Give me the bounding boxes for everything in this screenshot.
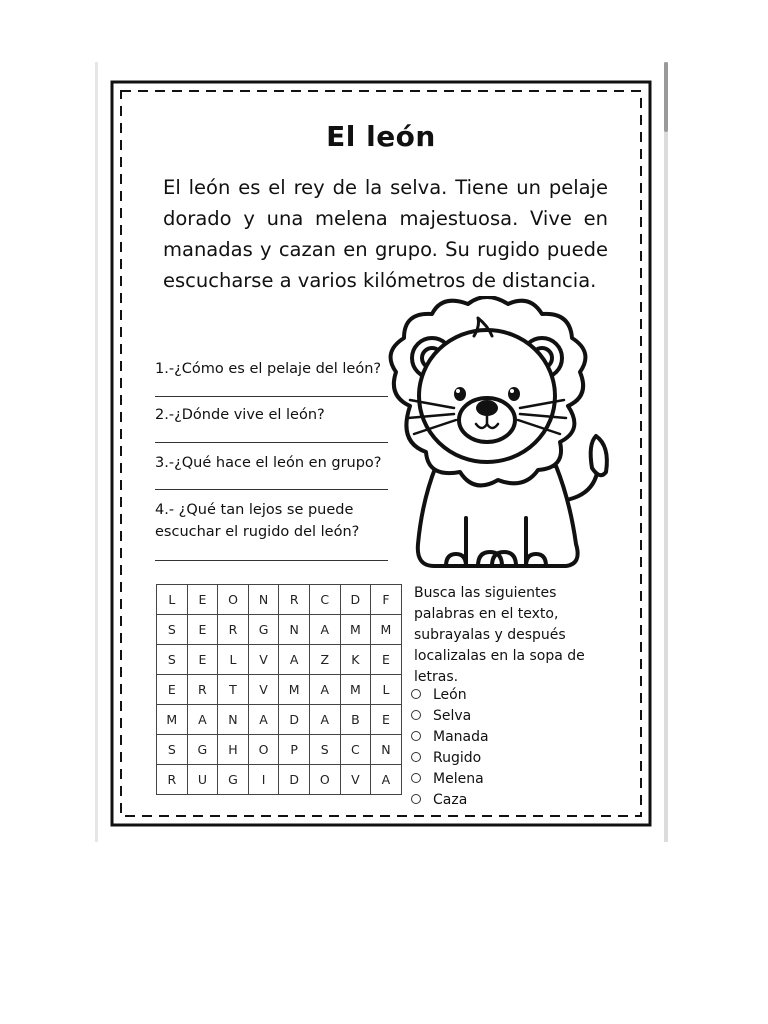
word-label: Caza	[433, 792, 468, 808]
grid-letter[interactable]: A	[279, 645, 310, 675]
reading-passage: El león es el rey de la selva. Tiene un pelaje dorado y una melena majestuosa. Vive en manadas y cazan en grupo. Su rugido puede escucharse a varios kilómetros de distancia.	[163, 176, 608, 292]
grid-letter[interactable]: S	[157, 615, 188, 645]
grid-letter[interactable]: V	[248, 645, 279, 675]
answer-line-2[interactable]	[155, 442, 388, 443]
word-label: Manada	[433, 729, 489, 745]
word-list-item	[411, 727, 489, 748]
circle-bullet-icon	[411, 773, 421, 783]
word-list-item	[411, 685, 489, 706]
scrollbar-thumb[interactable]	[664, 62, 668, 132]
grid-row	[157, 765, 402, 795]
grid-letter[interactable]: O	[248, 735, 279, 765]
word-list-item	[411, 748, 489, 769]
grid-row	[157, 585, 402, 615]
grid-letter[interactable]: C	[340, 735, 371, 765]
word-list	[411, 685, 489, 811]
grid-letter[interactable]: R	[187, 675, 218, 705]
grid-letter[interactable]: A	[309, 615, 340, 645]
grid-letter[interactable]: G	[218, 765, 249, 795]
grid-row	[157, 705, 402, 735]
grid-letter[interactable]: M	[340, 675, 371, 705]
grid-letter[interactable]: N	[218, 705, 249, 735]
circle-bullet-icon	[411, 731, 421, 741]
word-list-item	[411, 706, 489, 727]
circle-bullet-icon	[411, 710, 421, 720]
grid-letter[interactable]: M	[157, 705, 188, 735]
grid-letter[interactable]: L	[218, 645, 249, 675]
question-1: 1.-¿Cómo es el pelaje del león?	[155, 361, 382, 377]
grid-letter[interactable]: E	[187, 645, 218, 675]
grid-letter[interactable]: D	[279, 705, 310, 735]
grid-letter[interactable]: O	[218, 585, 249, 615]
answer-line-1[interactable]	[155, 396, 388, 397]
grid-letter[interactable]: A	[309, 705, 340, 735]
word-label: León	[433, 687, 467, 703]
word-search-instructions: Busca las siguientes palabras en el texto, subrayalas y después localizalas en la sopa de letras.	[414, 585, 585, 685]
grid-letter[interactable]: L	[371, 675, 402, 705]
worksheet-title: El león	[326, 120, 436, 153]
circle-bullet-icon	[411, 689, 421, 699]
grid-letter[interactable]: V	[340, 765, 371, 795]
grid-letter[interactable]: C	[309, 585, 340, 615]
grid-letter[interactable]: M	[279, 675, 310, 705]
grid-letter[interactable]: E	[187, 615, 218, 645]
grid-letter[interactable]: S	[309, 735, 340, 765]
grid-letter[interactable]: E	[371, 645, 402, 675]
word-label: Selva	[433, 708, 472, 724]
word-label: Rugido	[433, 750, 482, 766]
grid-letter[interactable]: A	[248, 705, 279, 735]
worksheet-page	[100, 64, 662, 842]
question-2: 2.-¿Dónde vive el león?	[155, 407, 325, 423]
circle-bullet-icon	[411, 752, 421, 762]
word-list-item	[411, 769, 489, 790]
grid-letter[interactable]: N	[371, 735, 402, 765]
answer-line-3[interactable]	[155, 489, 388, 490]
word-label: Melena	[433, 771, 484, 787]
scan-edge-right	[664, 62, 668, 842]
grid-letter[interactable]: R	[279, 585, 310, 615]
grid-letter[interactable]: D	[340, 585, 371, 615]
grid-letter[interactable]: E	[371, 705, 402, 735]
word-search-grid	[156, 584, 402, 795]
lion-illustration	[370, 296, 620, 576]
grid-letter[interactable]: L	[157, 585, 188, 615]
grid-letter[interactable]: S	[157, 645, 188, 675]
grid-row	[157, 735, 402, 765]
grid-letter[interactable]: R	[218, 615, 249, 645]
grid-letter[interactable]: N	[279, 615, 310, 645]
grid-row	[157, 615, 402, 645]
grid-letter[interactable]: A	[371, 765, 402, 795]
grid-letter[interactable]: D	[279, 765, 310, 795]
grid-letter[interactable]: E	[157, 675, 188, 705]
grid-letter[interactable]: V	[248, 675, 279, 705]
grid-letter[interactable]: M	[340, 615, 371, 645]
grid-row	[157, 645, 402, 675]
question-3: 3.-¿Qué hace el león en grupo?	[155, 455, 382, 471]
scan-edge-left	[95, 62, 98, 842]
grid-letter[interactable]: G	[248, 615, 279, 645]
grid-letter[interactable]: E	[187, 585, 218, 615]
grid-letter[interactable]: R	[157, 765, 188, 795]
grid-letter[interactable]: F	[371, 585, 402, 615]
grid-letter[interactable]: P	[279, 735, 310, 765]
question-4: 4.- ¿Qué tan lejos se puede escuchar el rugido del león?	[155, 502, 360, 540]
grid-letter[interactable]: H	[218, 735, 249, 765]
grid-letter[interactable]: T	[218, 675, 249, 705]
word-list-item	[411, 790, 489, 811]
grid-letter[interactable]: M	[371, 615, 402, 645]
grid-letter[interactable]: U	[187, 765, 218, 795]
grid-letter[interactable]: Z	[309, 645, 340, 675]
grid-letter[interactable]: G	[187, 735, 218, 765]
grid-row	[157, 675, 402, 705]
grid-letter[interactable]: A	[187, 705, 218, 735]
answer-line-4[interactable]	[155, 560, 388, 561]
circle-bullet-icon	[411, 794, 421, 804]
grid-letter[interactable]: K	[340, 645, 371, 675]
grid-letter[interactable]: O	[309, 765, 340, 795]
grid-letter[interactable]: A	[309, 675, 340, 705]
grid-letter[interactable]: N	[248, 585, 279, 615]
grid-letter[interactable]: I	[248, 765, 279, 795]
grid-letter[interactable]: S	[157, 735, 188, 765]
grid-letter[interactable]: B	[340, 705, 371, 735]
